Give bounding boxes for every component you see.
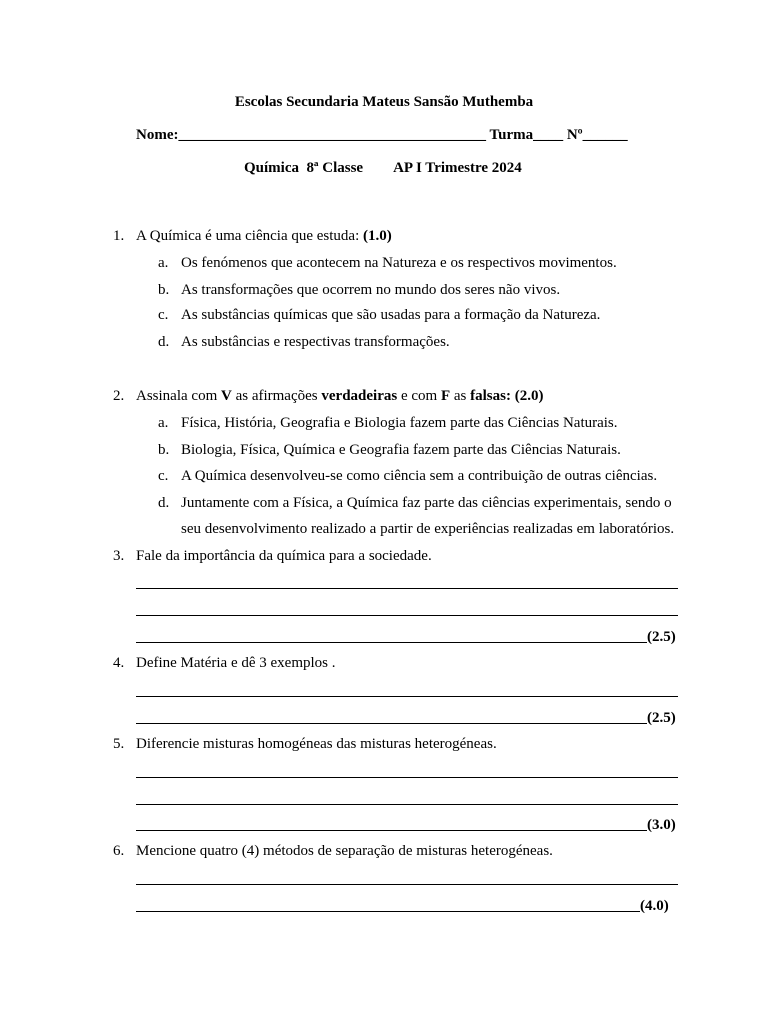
text-part: as afirmações	[231, 388, 322, 404]
question-score: (3.0)	[647, 817, 676, 833]
answer-line[interactable]	[136, 804, 678, 805]
nome-label: Nome:	[136, 127, 179, 143]
option-letter: b.	[158, 282, 170, 298]
student-info-line	[136, 127, 628, 144]
option-text: A Química desenvolveu-se como ciência sem a contribuição de outras ciências.	[181, 468, 658, 484]
text-part-bold: falsas:	[470, 388, 511, 404]
question-stem: A Química é uma ciência que estuda:	[136, 228, 363, 244]
option-letter: c.	[158, 468, 169, 484]
numero-label: Nº	[566, 127, 583, 143]
text-part: as	[450, 388, 471, 404]
text-part: e com	[397, 388, 441, 404]
question-score: (2.5)	[647, 629, 676, 645]
option-text: As substâncias químicas que são usadas para a formação da Natureza.	[181, 307, 601, 323]
subject-grade: Química 8ª Classe	[244, 160, 364, 176]
numero-blank: ______	[582, 127, 628, 143]
option-letter: d.	[158, 334, 170, 350]
text-part-bold: verdadeiras	[321, 388, 398, 404]
question-score: (1.0)	[363, 228, 392, 244]
question-number: 5.	[113, 736, 125, 752]
test-title: AP I Trimestre 2024	[393, 160, 522, 176]
nome-blank: _________________________________________	[178, 127, 486, 143]
text-part-bold: F	[440, 388, 451, 404]
option-letter: a.	[158, 255, 169, 271]
question-text	[136, 388, 543, 405]
option-letter: b.	[158, 442, 170, 458]
option-text: Biologia, Física, Química e Geografia fazem parte das Ciências Naturais.	[181, 442, 621, 458]
question-number: 2.	[113, 388, 125, 404]
subject-line	[244, 160, 522, 177]
question-score: (2.5)	[647, 710, 676, 726]
option-letter: a.	[158, 415, 169, 431]
answer-line[interactable]	[136, 588, 678, 589]
option-text: Juntamente com a Física, a Química faz parte das ciências experimentais, sendo o	[181, 495, 672, 511]
answer-line[interactable]	[136, 884, 678, 885]
option-letter: d.	[158, 495, 170, 511]
option-text: Física, História, Geografia e Biologia fazem parte das Ciências Naturais.	[181, 415, 618, 431]
turma-blank: ____	[533, 127, 564, 143]
answer-line[interactable]	[136, 911, 640, 912]
answer-line[interactable]	[136, 723, 647, 724]
answer-line[interactable]	[136, 777, 678, 778]
answer-line[interactable]	[136, 615, 678, 616]
question-text: Mencione quatro (4) métodos de separação de misturas heterogéneas.	[136, 843, 553, 859]
question-score: (2.0)	[514, 388, 544, 404]
question-text: Diferencie misturas homogéneas das misturas heterogéneas.	[136, 736, 497, 752]
question-number: 6.	[113, 843, 125, 859]
text-part-bold: V	[220, 388, 232, 404]
turma-label: Turma	[489, 127, 534, 143]
answer-line[interactable]	[136, 830, 647, 831]
option-text: As transformações que ocorrem no mundo dos seres não vivos.	[181, 282, 561, 298]
text-part: Assinala com	[136, 388, 221, 404]
question-text	[136, 228, 392, 245]
question-score: (4.0)	[640, 898, 669, 914]
answer-line[interactable]	[136, 642, 647, 643]
question-number: 3.	[113, 548, 125, 564]
option-text: Os fenómenos que acontecem na Natureza e os respectivos movimentos.	[181, 255, 617, 271]
option-text: As substâncias e respectivas transformações.	[181, 334, 450, 350]
school-name: Escolas Secundaria Mateus Sansão Muthemba	[234, 94, 534, 110]
question-text: Fale da importância da química para a sociedade.	[136, 548, 432, 564]
option-letter: c.	[158, 307, 169, 323]
question-number: 1.	[113, 228, 125, 244]
answer-line[interactable]	[136, 696, 678, 697]
question-number: 4.	[113, 655, 125, 671]
option-text-continued: seu desenvolvimento realizado a partir de experiências realizadas em laboratórios.	[181, 521, 675, 537]
question-text: Define Matéria e dê 3 exemplos .	[136, 655, 336, 671]
